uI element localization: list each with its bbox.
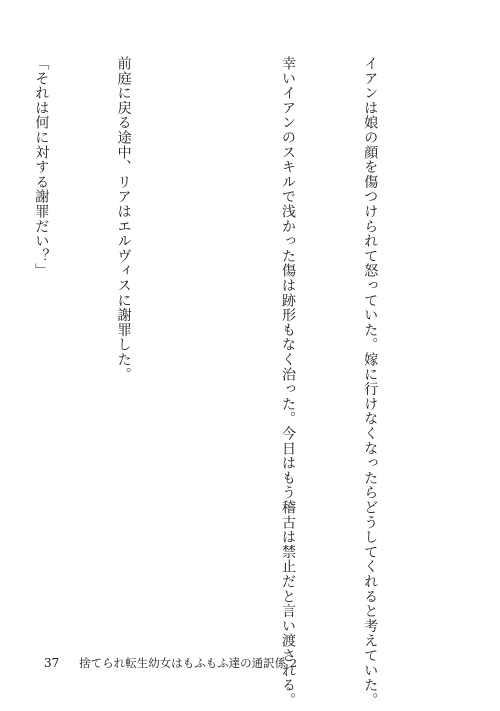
text-line: 幸いイアンのスキルで浅かった傷は跡形もなく治った。今日はもう稽古は禁止だと言い渡される。 [279,56,296,708]
page-footer [44,655,297,671]
text-line: 「それは何に対する謝罪だい？」 [33,56,50,278]
text-line: 前庭に戻る途中、リアはエルヴィスに謝罪した。 [115,56,132,382]
running-title: 捨てられ転生幼女はもふもふ達の通訳係 2 [79,656,298,670]
page-number: 37 [44,656,60,670]
text-line: イアンは娘の顔を傷つけられて怒っていた。嫁に行けなくなったらどうしてくれると考えていた。 [362,56,379,708]
blank-line [191,56,218,622]
